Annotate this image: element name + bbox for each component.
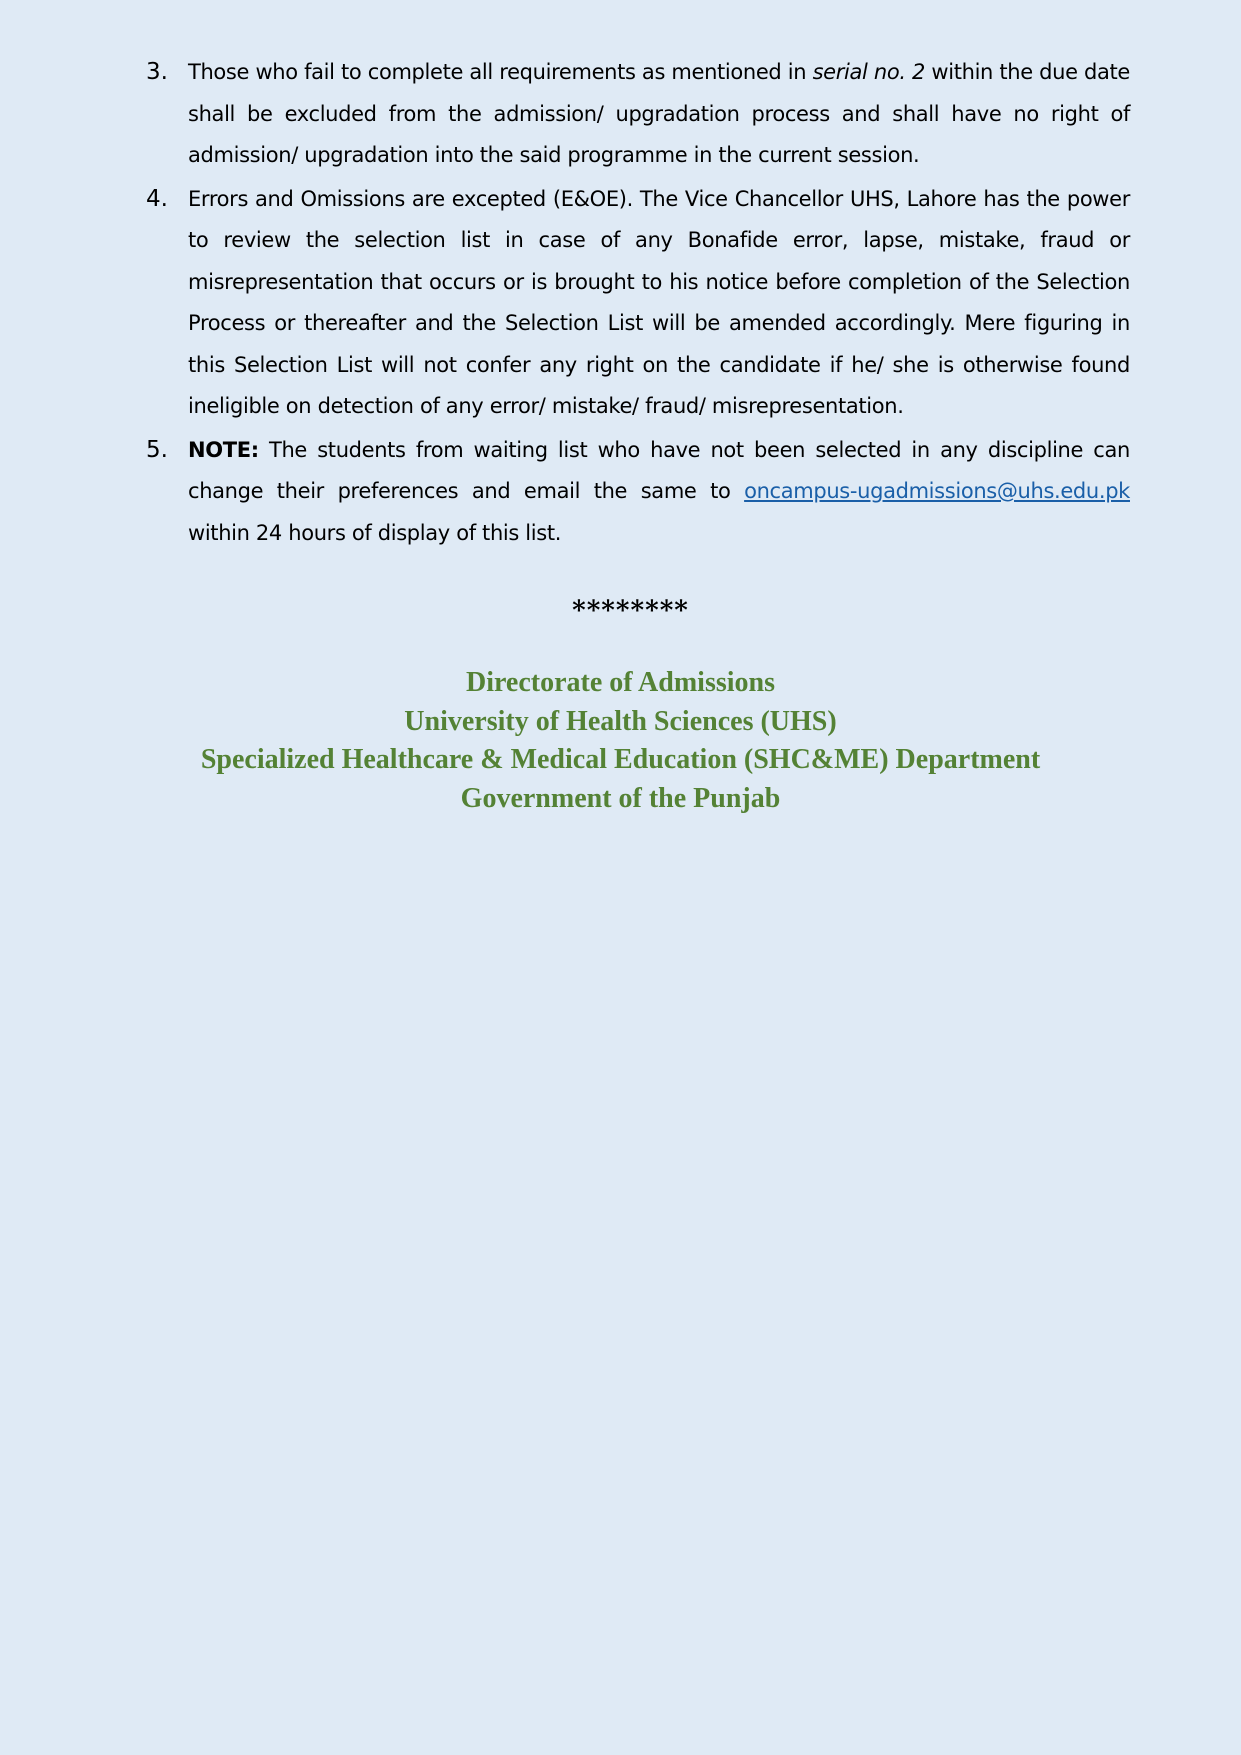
list-item-3	[146, 52, 1130, 177]
item-number: 4.	[146, 185, 168, 212]
note-label: NOTE:	[188, 437, 259, 462]
list-item-5	[146, 430, 1130, 555]
item-text-after: within the due date shall be excluded from the admission/ upgradation process and shall have no right of admission/ upgradation into the said programme in the current session.	[188, 60, 1130, 167]
item-text	[188, 430, 1130, 555]
footer-directorate: Directorate of Admissions	[466, 667, 775, 698]
footer-department: Specialized Healthcare & Medical Education (SHC&ME) Department	[200, 744, 1041, 775]
item-number: 3.	[146, 59, 168, 85]
item-text	[188, 52, 1130, 177]
separator: ********	[572, 596, 689, 626]
item-text-after: within 24 hours of display of this list.	[188, 520, 562, 545]
numbered-list	[146, 52, 1130, 556]
list-item-4	[146, 179, 1130, 428]
footer-signature	[0, 664, 1241, 818]
email-link[interactable]: oncampus-ugadmissions@uhs.edu.pk	[744, 479, 1130, 503]
footer-government: Government of the Punjab	[460, 782, 781, 814]
item-text: Errors and Omissions are excepted (E&OE). The Vice Chancellor UHS, Lahore has the power to review the selection list in case of any Bonafide error, lapse, mistake, fraud or misrepresentation that occurs or is brought to his notice before completion of the Selection Process or thereafter and the Selection List will be amended accordingly. Mere figuring in this Selection List will not confer any right on the candidate if he/ she is otherwise found ineligible on detection of any error/ mistake/ fraud/ misrepresentation.	[188, 186, 1130, 418]
footer-university: University of Health Sciences (UHS)	[404, 705, 837, 737]
item-emphasis: serial no. 2	[812, 60, 926, 84]
item-text-before: The students from waiting list who have not been selected in any discipline can change their preferences and email the same to	[188, 437, 1130, 503]
item-number: 5.	[146, 436, 168, 463]
item-text-before: Those who fail to complete all requirements as mentioned in	[188, 60, 813, 84]
